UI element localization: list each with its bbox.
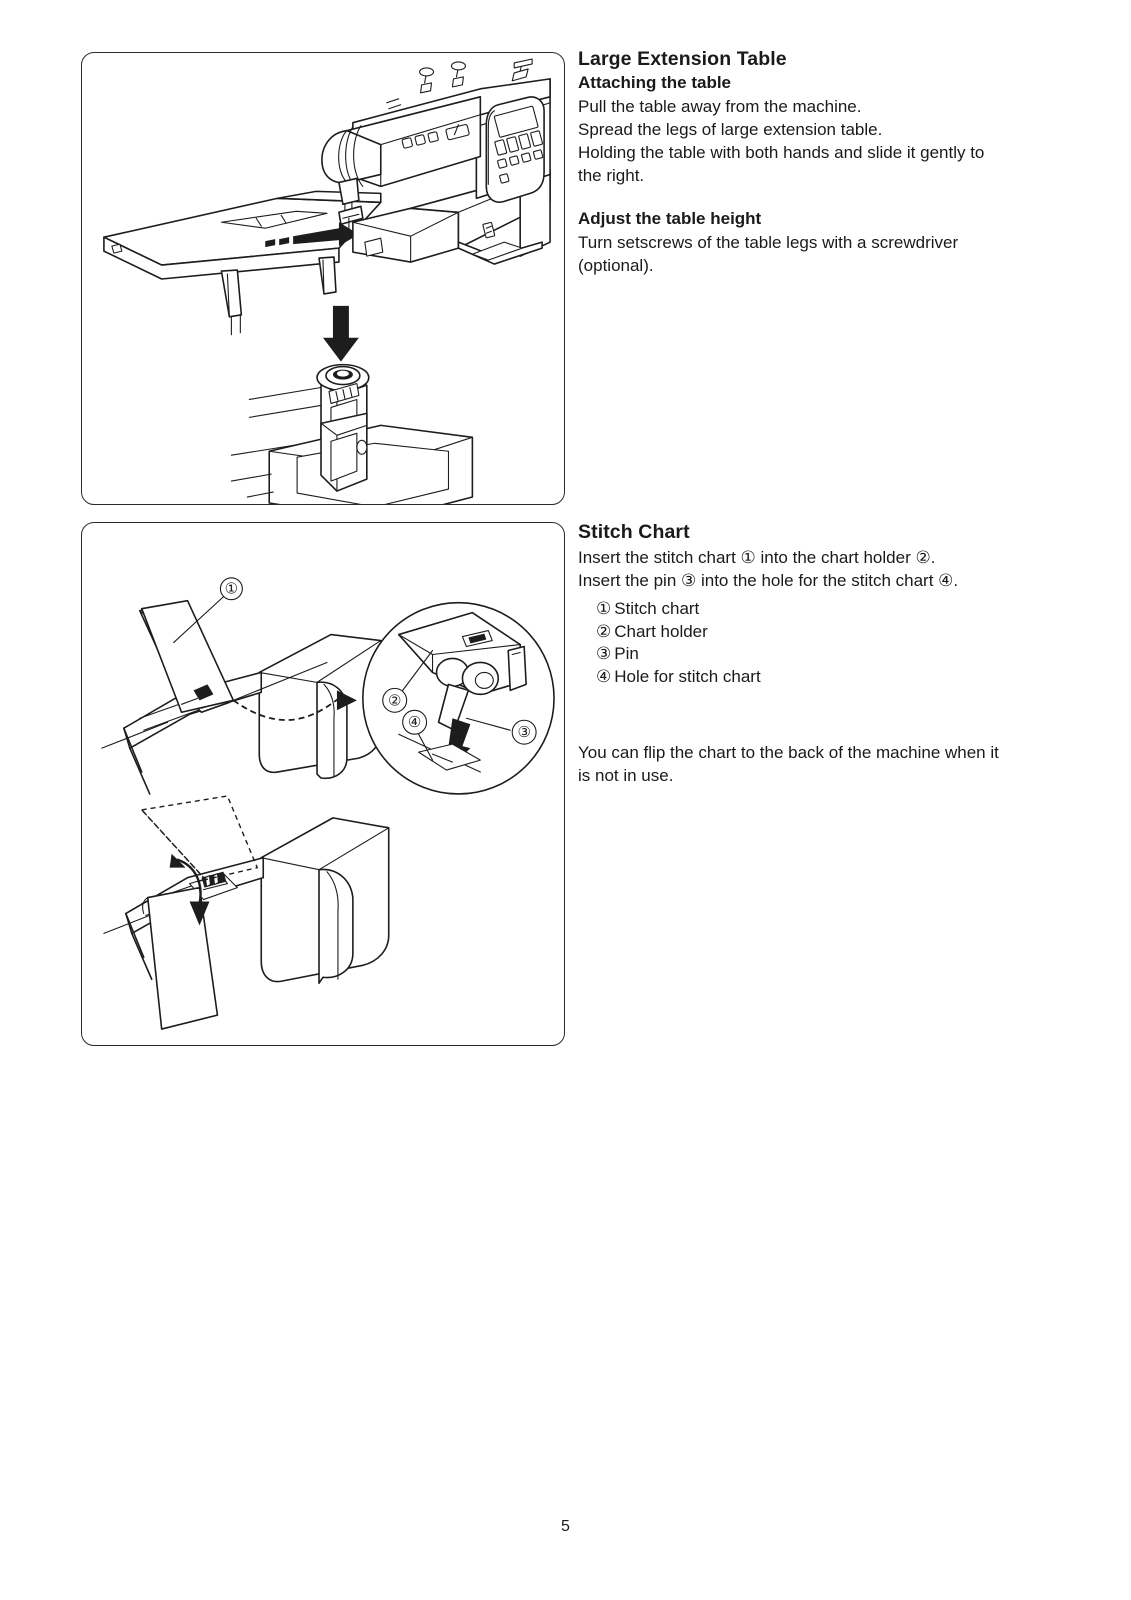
sewing-machine-with-large-extension-table-drawing — [82, 53, 564, 504]
page-title-extension-table: Large Extension Table — [578, 48, 787, 70]
page-title-stitch-chart: Stitch Chart — [578, 521, 690, 543]
callout-number-4-legend: ④ — [596, 667, 612, 687]
subheading-attaching-the-table: Attaching the table — [578, 73, 732, 92]
callout-number-3-legend: ③ — [596, 644, 612, 664]
push-down-setscrew-arrow — [323, 306, 359, 362]
callout-legend-item — [596, 666, 1056, 689]
callout-number-4: ④ — [407, 714, 422, 732]
chart-holder-pin-magnified-detail — [363, 603, 554, 794]
illustration-box-extension-table — [81, 52, 565, 505]
callout-legend-item — [596, 643, 1056, 666]
callout-legend-item — [596, 621, 1056, 644]
instruction-line: Insert the pin ③ into the hole for the stitch chart ④. — [578, 571, 959, 591]
stitch-chart-text-block — [578, 521, 1056, 787]
callout-label-stitch-chart: Stitch chart — [614, 599, 700, 619]
instruction-line: (optional). — [578, 256, 654, 276]
callout-number-3: ③ — [517, 724, 531, 742]
note-line: You can flip the chart to the back of the machine when it — [578, 742, 999, 762]
instruction-line: Turn setscrews of the table legs with a screwdriver — [578, 232, 959, 252]
callout-number-2-legend: ② — [596, 621, 612, 641]
instruction-line: Spread the legs of large extension table. — [578, 119, 883, 139]
callout-label-pin: Pin — [614, 644, 639, 664]
extension-table-text-block — [578, 48, 1056, 277]
stitch-chart-inserted-scene — [102, 578, 381, 794]
instruction-line: the right. — [578, 166, 645, 186]
page-number: 5 — [561, 1518, 570, 1535]
callout-number-1-legend: ① — [596, 599, 612, 619]
note-line: is not in use. — [578, 765, 674, 785]
callout-number-1: ① — [224, 580, 239, 598]
callout-legend-item — [596, 598, 1056, 621]
paragraph-spacer — [578, 689, 1056, 741]
callout-legend-list — [578, 598, 1056, 688]
callout-label-hole-for-stitch-chart: Hole for stitch chart — [614, 667, 761, 687]
table-leg-setscrew-detail — [231, 365, 472, 504]
callout-number-2: ② — [388, 692, 402, 710]
illustration-box-stitch-chart — [81, 522, 565, 1046]
stitch-chart-drawing — [82, 523, 564, 1045]
paragraph-spacer — [578, 187, 1056, 209]
chart-flipped-to-back-of-machine — [104, 796, 389, 1029]
callout-label-chart-holder: Chart holder — [614, 621, 708, 641]
sewing-machine-graphic — [322, 59, 550, 264]
subheading-adjust-the-table-height: Adjust the table height — [578, 209, 762, 229]
instruction-line: Pull the table away from the machine. — [578, 96, 862, 116]
instruction-line: Insert the stitch chart ① into the chart holder ②. — [578, 548, 936, 567]
instruction-line: Holding the table with both hands and slide it gently to — [578, 142, 985, 162]
